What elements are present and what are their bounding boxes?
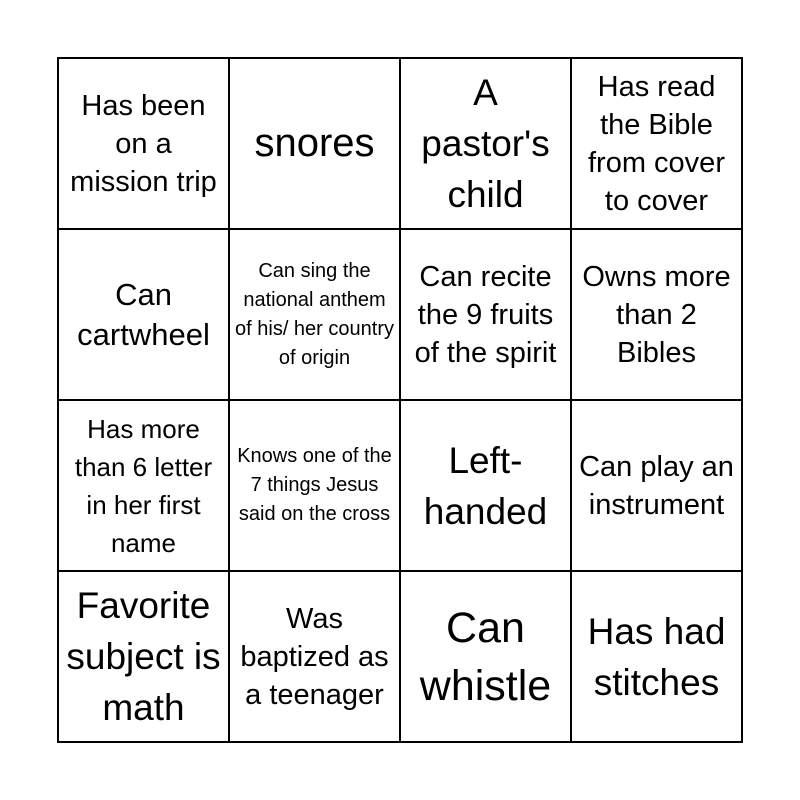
- bingo-cell[interactable]: [230, 572, 401, 743]
- cell-label: snores: [254, 121, 375, 165]
- cell-label: Left-handed: [423, 439, 548, 532]
- cell-label: A pastor's child: [421, 72, 550, 215]
- cell-label: Can cartwheel: [77, 276, 210, 352]
- cell-label: Has read the Bible from cover to cover: [588, 70, 725, 217]
- cell-label: Owns more than 2 Bibles: [582, 260, 731, 369]
- bingo-cell[interactable]: [59, 401, 230, 572]
- cell-label: Can recite the 9 fruits of the spirit: [414, 260, 557, 369]
- bingo-cell[interactable]: [401, 572, 572, 743]
- bingo-cell[interactable]: [230, 59, 401, 230]
- bingo-board: [57, 57, 743, 743]
- cell-label: Knows one of the 7 things Jesus said on the cross: [237, 445, 392, 525]
- cell-label: Can sing the national anthem of his/ her country of origin: [235, 259, 394, 369]
- cell-label: Can whistle: [419, 603, 552, 710]
- bingo-cell[interactable]: [230, 401, 401, 572]
- cell-label: Has had stitches: [587, 610, 726, 703]
- bingo-cell[interactable]: [572, 401, 743, 572]
- bingo-cell[interactable]: [59, 230, 230, 401]
- bingo-cell[interactable]: [230, 230, 401, 401]
- cell-label: Has more than 6 letter in her first name: [74, 413, 213, 558]
- cell-label: Can play an instrument: [579, 450, 734, 521]
- cell-label: Was baptized as a teenager: [240, 602, 389, 711]
- bingo-cell[interactable]: [572, 572, 743, 743]
- bingo-cell[interactable]: [572, 230, 743, 401]
- bingo-cell[interactable]: [59, 59, 230, 230]
- cell-label: Has been on a mission trip: [70, 89, 217, 198]
- cell-label: Favorite subject is math: [66, 585, 221, 728]
- bingo-cell[interactable]: [572, 59, 743, 230]
- bingo-cell[interactable]: [401, 230, 572, 401]
- bingo-cell[interactable]: [401, 59, 572, 230]
- bingo-cell[interactable]: [401, 401, 572, 572]
- bingo-cell[interactable]: [59, 572, 230, 743]
